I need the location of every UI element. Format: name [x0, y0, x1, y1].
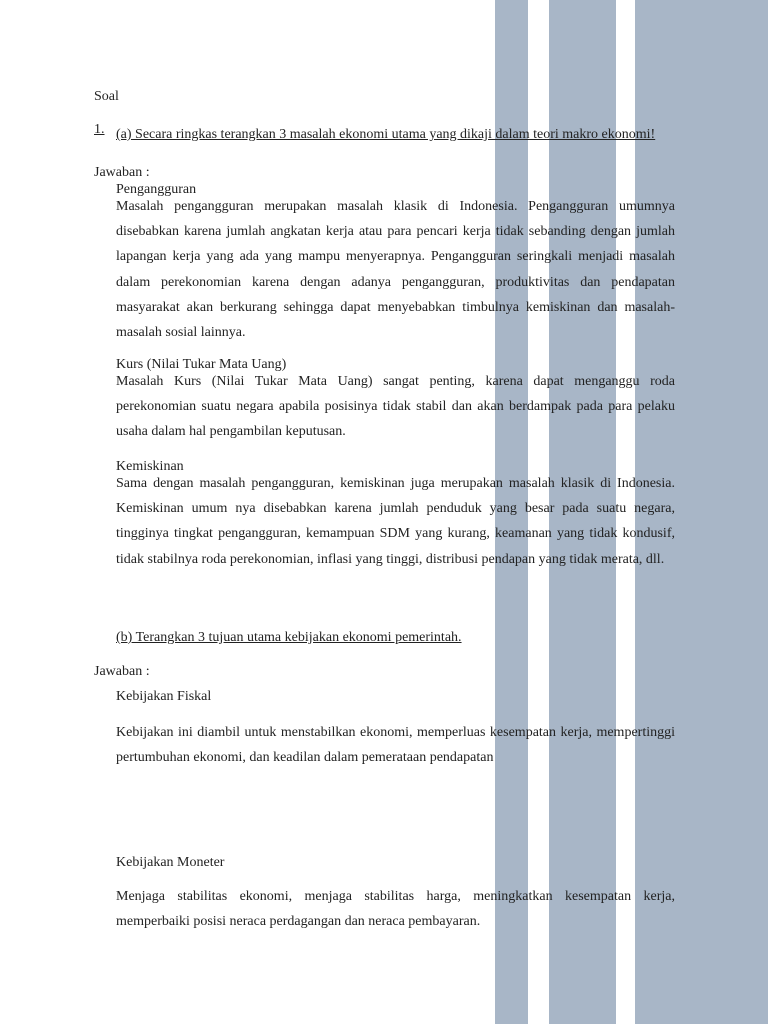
- section-paragraph: Menjaga stabilitas ekonomi, menjaga stabilitas harga, meningkatkan kesempatan kerja, memperbaiki posisi neraca perdagangan dan neraca pembayaran.: [116, 889, 675, 930]
- question-number: 1.: [94, 122, 105, 137]
- section-paragraph: Masalah pengangguran merupakan masalah klasik di Indonesia. Pengangguran umumnya disebabkan karena jumlah angkatan kerja atau para pencari kerja tidak sebanding dengan jumlah lapangan kerja yang ada yang mampu menyerapnya. Pengangguran seringkali menjadi masalah dalam perekonomian karena dengan adanya pengangguran, produktivitas dan pendapatan masyarakat akan berkurang sehingga dapat menyebabkan timbulnya kemiskinan dan masalah-masalah sosial lainnya.: [116, 199, 675, 341]
- section-paragraph: Masalah Kurs (Nilai Tukar Mata Uang) sangat penting, karena dapat menganggu roda perekonomian suatu negara apabila posisinya tidak stabil dan akan berdampak pada para pelaku usaha dalam hal pengambilan keputusan.: [116, 374, 675, 440]
- section-paragraph: Kebijakan ini diambil untuk menstabilkan ekonomi, memperluas kesempatan kerja, mempertinggi pertumbuhan ekonomi, dan keadilan dalam pemerataan pendapatan: [116, 725, 675, 766]
- section-paragraph: Sama dengan masalah pengangguran, kemiskinan juga merupakan masalah klasik di Indonesia. Kemiskinan umum nya disebabkan karena jumlah penduduk yang besar pada suatu negara, tingginya tingkat pengangguran, kemampuan SDM yang kurang, keamanan yang tidak kondusif, tidak stabilnya roda perekonomian, inflasi yang tinggi, distribusi pendapan yang tidak merata, dll.: [116, 476, 675, 567]
- section-heading: Pengangguran: [116, 182, 197, 197]
- doc-title: Soal: [94, 89, 119, 104]
- answer-label: Jawaban :: [94, 165, 150, 180]
- question-1b: (b) Terangkan 3 tujuan utama kebijakan ekonomi pemerintah.: [116, 630, 462, 645]
- section-heading: Kebijakan Fiskal: [116, 689, 212, 704]
- answer-label: Jawaban :: [94, 664, 150, 679]
- section-heading: Kemiskinan: [116, 459, 184, 474]
- question-1a: [94, 122, 675, 148]
- question-text: (a) Secara ringkas terangkan 3 masalah ekonomi utama yang dikaji dalam teori makro ekonomi!: [116, 127, 656, 142]
- section-heading: Kebijakan Moneter: [116, 855, 225, 870]
- section-heading: Kurs (Nilai Tukar Mata Uang): [116, 357, 287, 372]
